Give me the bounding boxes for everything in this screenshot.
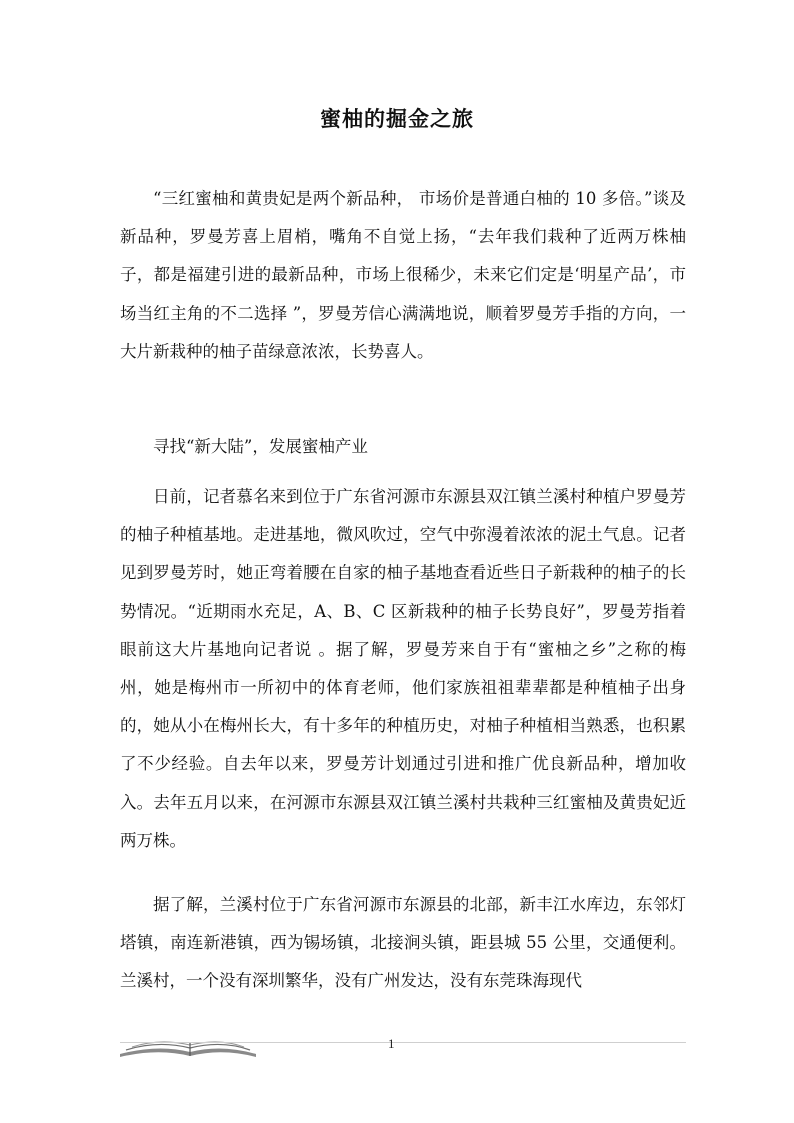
section-heading: 寻找“新大陆”，发展蜜柚产业 — [153, 437, 368, 456]
paragraph-text: 据了解，兰溪村位于广东省河源市东源县的北部，新丰江水库边，东邻灯塔镇，南连新港镇，西为锡场镇，北接涧头镇，距县城 55 公里，交通便利。兰溪村，一个没有深圳繁华，没有广州发达，没有东莞珠海现代 — [120, 895, 686, 991]
footer-rule — [120, 1042, 686, 1043]
paragraph-location — [120, 886, 686, 1001]
paragraph-intro — [120, 180, 686, 371]
document-title: 蜜柚的掘金之旅 — [320, 106, 474, 131]
paragraph-text: “三红蜜柚和黄贵妃是两个新品种， 市场价是普通白柚的 10 多倍。”谈及新品种，罗曼芳喜上眉梢，嘴角不自觉上扬，“去年我们栽种了近两万株柚子，都是福建引进的最新品种，市场上很稀少，未来它们定是‘明星产品’，市场当红主角的不二选择 ”，罗曼芳信心满满地说，顺着罗曼芳手指的方向，一大片新栽种的柚子苗绿意浓浓，长势喜人。 — [120, 189, 686, 361]
paragraph-text: 日前，记者慕名来到位于广东省河源市东源县双江镇兰溪村种植户罗曼芳的柚子种植基地。走进基地，微风吹过，空气中弥漫着浓浓的泥土气息。记者见到罗曼芳时，她正弯着腰在自家的柚子基地查看近些日子新栽种的柚子的长势情况。“近期雨水充足，A、B、C 区新栽种的柚子长势良好”，罗曼芳指着眼前这大片基地向记者说 。据了解，罗曼芳来自于有“蜜柚之乡”之称的梅州，她是梅州市一所初中的体育老师，他们家族祖祖辈辈都是种植柚子出身的，她从小在梅州长大，有十多年的种植历史，对柚子种植相当熟悉，也积累了不少经验。自去年以来，罗曼芳计划通过引进和推广优良新品种，增加收入。去年五月以来，在河源市东源县双江镇兰溪村共栽种三红蜜柚及黄贵妃近两万株。 — [120, 487, 686, 850]
page-number: 1 — [388, 1036, 395, 1051]
paragraph-main — [120, 478, 686, 860]
open-book-icon — [118, 1030, 258, 1060]
section-heading-block — [120, 428, 686, 466]
